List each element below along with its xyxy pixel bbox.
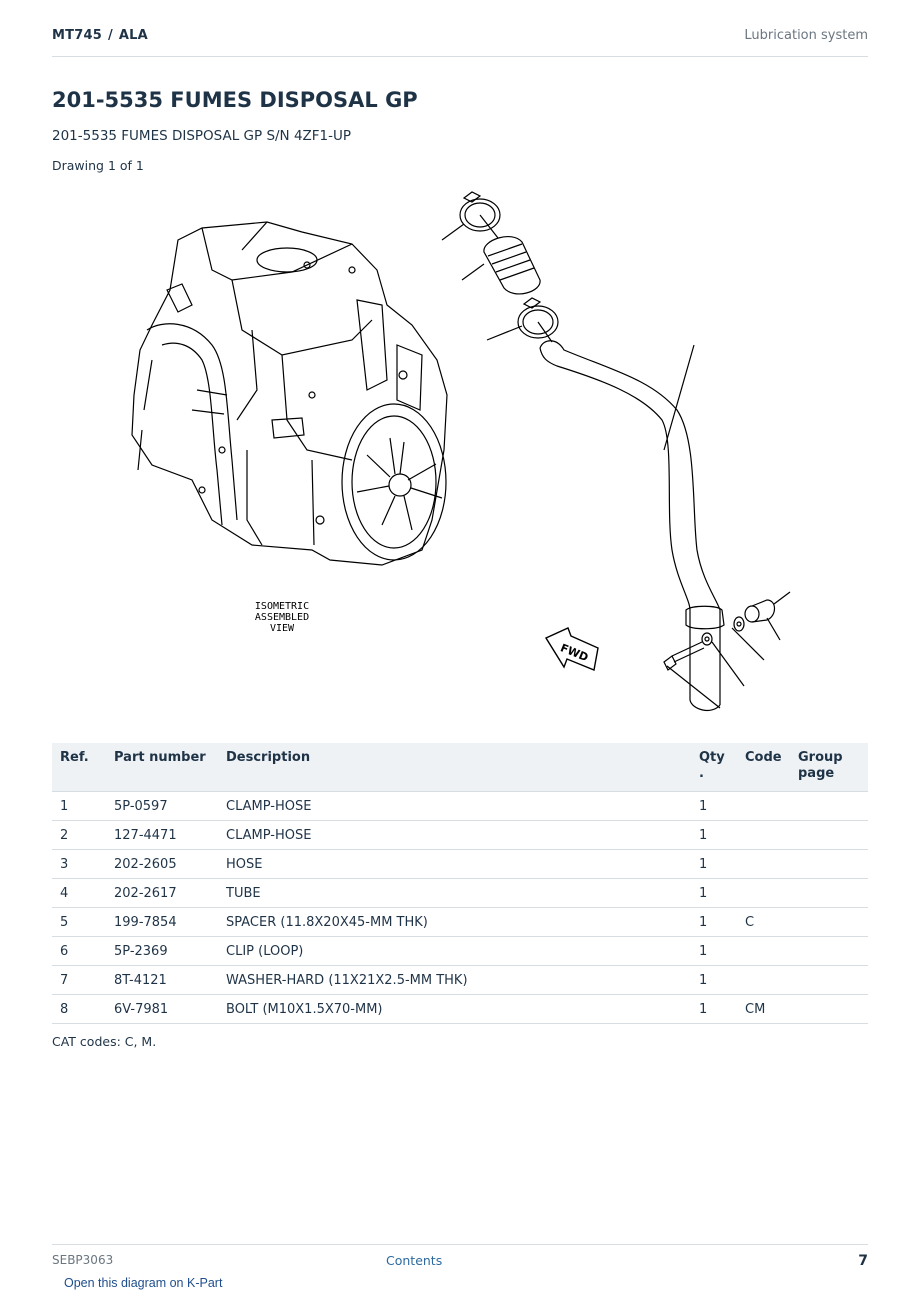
cell-part-number: 8T-4121 [106, 966, 218, 995]
cell-group-page [790, 908, 868, 937]
page-header [52, 28, 868, 57]
cell-code [737, 792, 790, 821]
cell-ref: 6 [52, 937, 106, 966]
fwd-arrow-icon [546, 628, 598, 670]
cell-description: BOLT (M10X1.5X70-MM) [218, 995, 691, 1024]
cell-description: SPACER (11.8X20X45-MM THK) [218, 908, 691, 937]
cell-qty: 1 [691, 937, 737, 966]
table-row [52, 908, 868, 937]
cell-description: WASHER-HARD (11X21X2.5-MM THK) [218, 966, 691, 995]
cell-qty: 1 [691, 966, 737, 995]
col-code: Code [737, 743, 790, 792]
col-group-page: Group page [790, 743, 868, 792]
section-name: Lubrication system [744, 28, 868, 43]
table-row [52, 879, 868, 908]
cell-qty: 1 [691, 879, 737, 908]
cell-description: HOSE [218, 850, 691, 879]
cell-code [737, 850, 790, 879]
cell-qty: 1 [691, 995, 737, 1024]
engine-illustration [132, 222, 447, 565]
cell-qty: 1 [691, 908, 737, 937]
cell-ref: 5 [52, 908, 106, 937]
parts-table [52, 743, 868, 1024]
col-description: Description [218, 743, 691, 792]
cell-group-page [790, 850, 868, 879]
page-title: 201-5535 FUMES DISPOSAL GP [52, 88, 418, 112]
cell-part-number: 127-4471 [106, 821, 218, 850]
cell-ref: 1 [52, 792, 106, 821]
contents-link[interactable]: Contents [386, 1253, 443, 1268]
breadcrumb-separator: / [107, 28, 113, 43]
breadcrumb-arrangement: ALA [118, 28, 148, 43]
view-label-line-3: VIEW [269, 623, 295, 634]
table-row [52, 937, 868, 966]
cell-code: C [737, 908, 790, 937]
cell-qty: 1 [691, 821, 737, 850]
table-row [52, 792, 868, 821]
breadcrumb-model: MT745 [52, 28, 102, 43]
cell-code [737, 821, 790, 850]
table-row [52, 966, 868, 995]
parts-diagram [52, 180, 868, 725]
cell-part-number: 6V-7981 [106, 995, 218, 1024]
cell-group-page [790, 792, 868, 821]
cell-group-page [790, 937, 868, 966]
cell-group-page [790, 821, 868, 850]
cell-group-page [790, 879, 868, 908]
cell-ref: 8 [52, 995, 106, 1024]
view-label-line-2: ASSEMBLED [254, 612, 310, 623]
cell-qty: 1 [691, 792, 737, 821]
col-qty: Qty . [691, 743, 737, 792]
cell-part-number: 199-7854 [106, 908, 218, 937]
cell-code [737, 937, 790, 966]
col-part-number: Part number [106, 743, 218, 792]
cell-description: CLAMP-HOSE [218, 792, 691, 821]
cell-code [737, 879, 790, 908]
cell-description: CLIP (LOOP) [218, 937, 691, 966]
cell-ref: 3 [52, 850, 106, 879]
cell-code [737, 966, 790, 995]
cell-group-page [790, 966, 868, 995]
table-row [52, 995, 868, 1024]
fwd-label: FWD [558, 641, 591, 665]
cell-ref: 7 [52, 966, 106, 995]
drawing-count: Drawing 1 of 1 [52, 158, 144, 173]
cell-part-number: 5P-2369 [106, 937, 218, 966]
document-id: SEBP3063 [52, 1253, 114, 1267]
breadcrumb [52, 28, 148, 43]
open-diagram-kpart-link[interactable]: Open this diagram on K-Part [64, 1276, 223, 1290]
col-ref: Ref. [52, 743, 106, 792]
cat-codes-note: CAT codes: C, M. [52, 1034, 157, 1049]
parts-table-header [52, 743, 868, 792]
table-row [52, 821, 868, 850]
page-number: 7 [858, 1253, 868, 1269]
table-row [52, 850, 868, 879]
page-footer [52, 1244, 868, 1271]
cell-ref: 4 [52, 879, 106, 908]
view-label-line-1: ISOMETRIC [254, 601, 310, 612]
exploded-parts [442, 192, 790, 710]
cell-part-number: 202-2605 [106, 850, 218, 879]
cell-part-number: 5P-0597 [106, 792, 218, 821]
cell-group-page [790, 995, 868, 1024]
cell-description: CLAMP-HOSE [218, 821, 691, 850]
cell-ref: 2 [52, 821, 106, 850]
page-subtitle: 201-5535 FUMES DISPOSAL GP S/N 4ZF1-UP [52, 128, 352, 144]
cell-code: CM [737, 995, 790, 1024]
cell-qty: 1 [691, 850, 737, 879]
view-label [255, 601, 309, 634]
cell-description: TUBE [218, 879, 691, 908]
cell-part-number: 202-2617 [106, 879, 218, 908]
